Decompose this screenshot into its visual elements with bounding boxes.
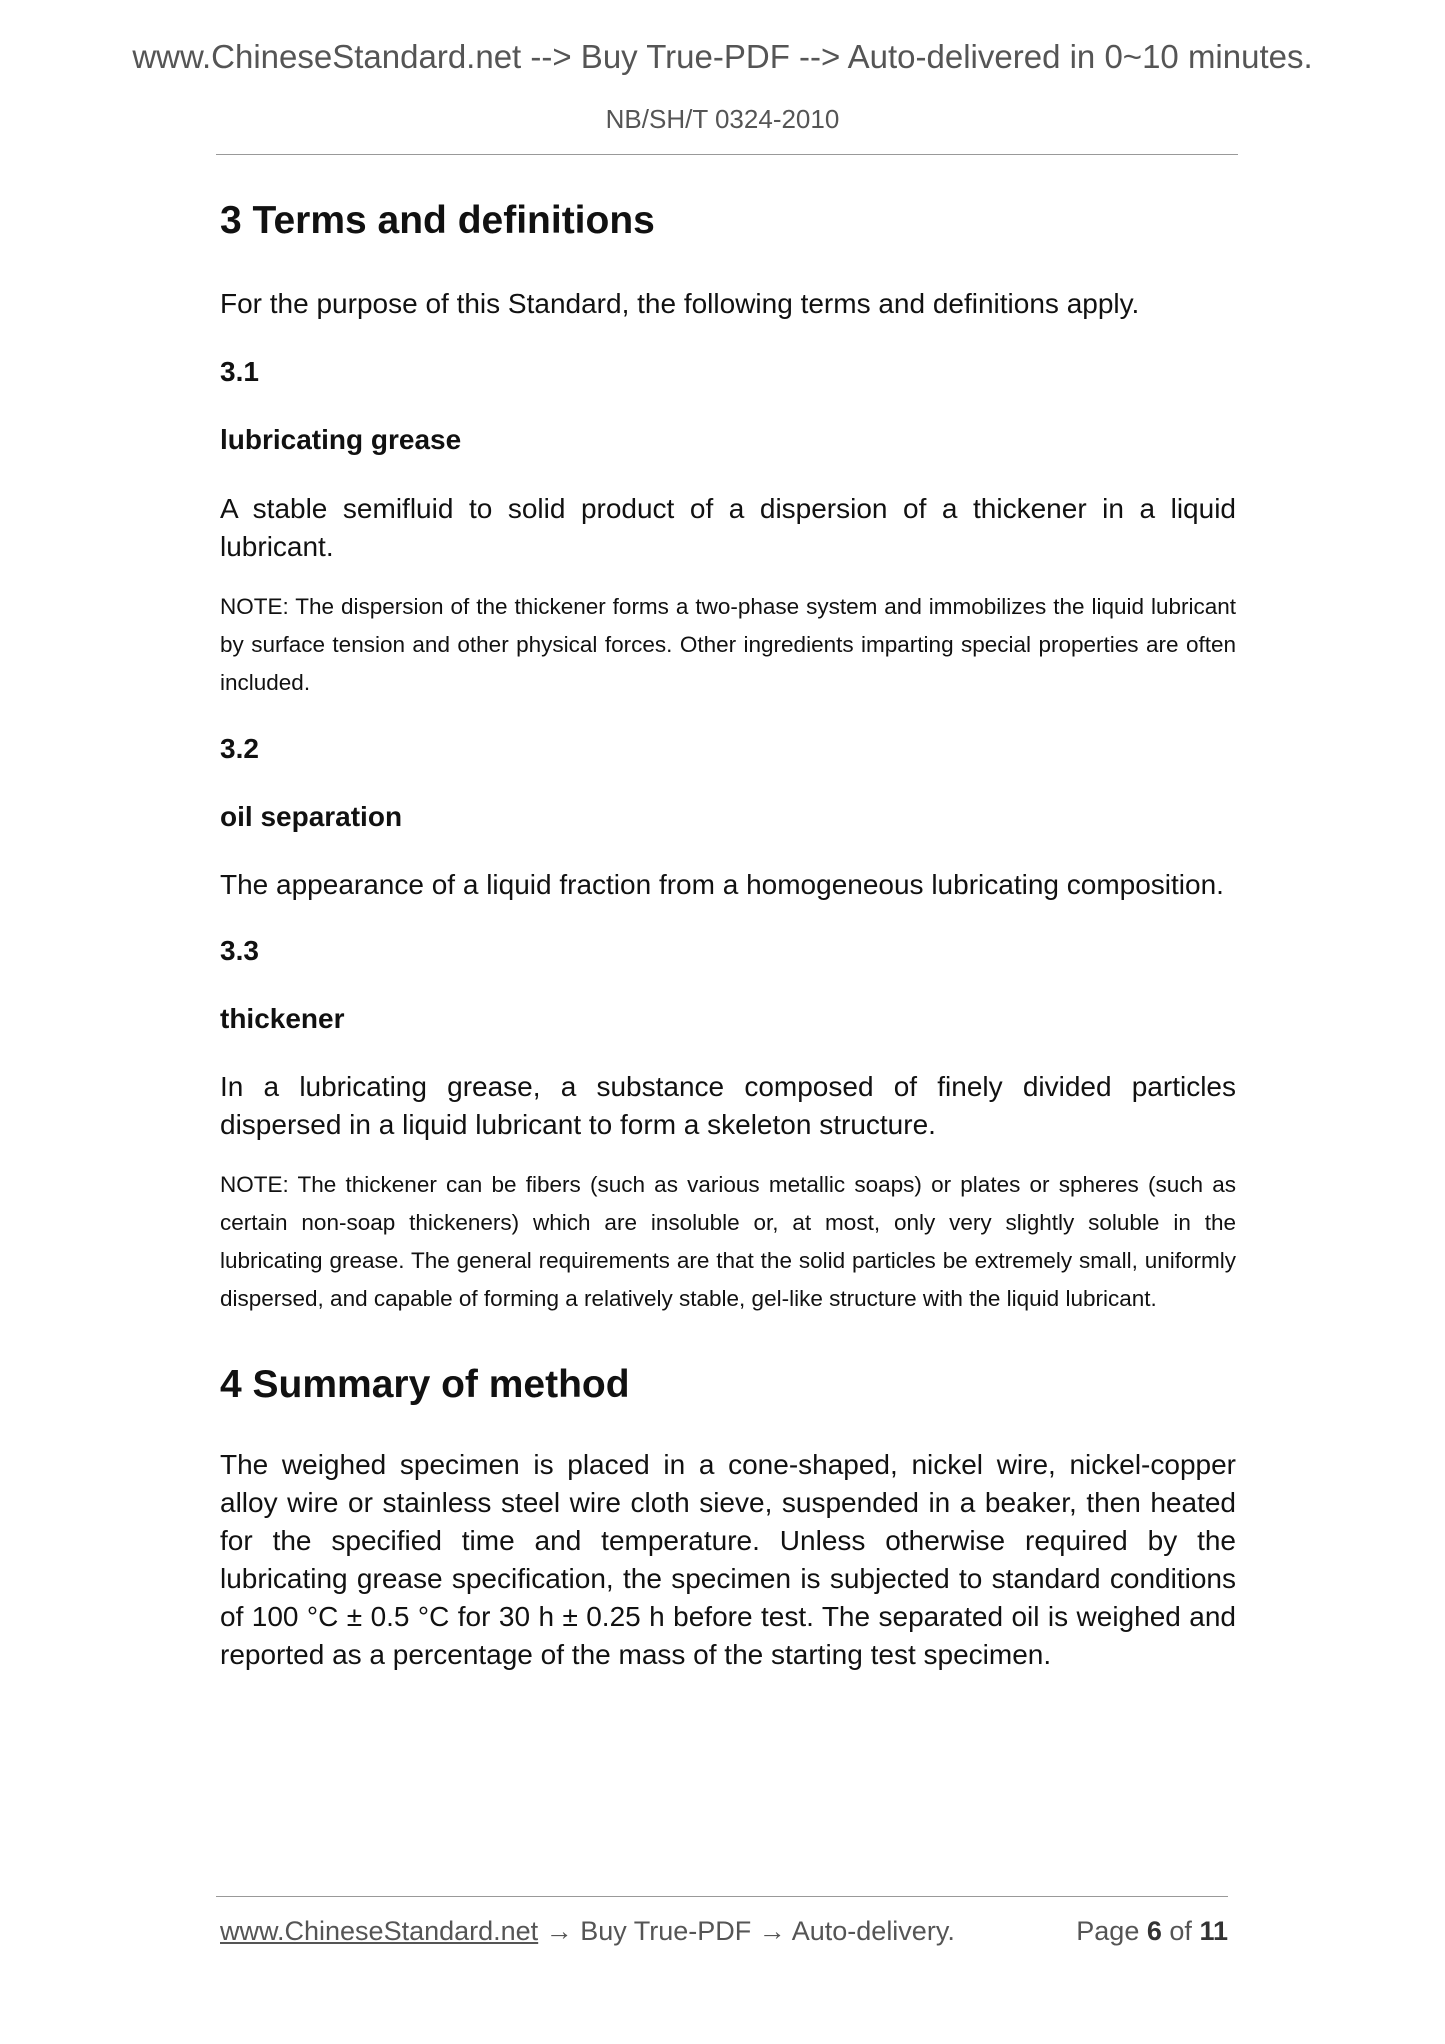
page-footer <box>220 1916 1228 1947</box>
term-number-3-2: 3.2 <box>220 732 259 764</box>
term-oil-separation: oil separation <box>220 800 403 832</box>
definition-oil-separation: The appearance of a liquid fraction from a homogeneous lubricating composition. <box>220 868 1224 900</box>
page-current: 6 <box>1146 1916 1162 1946</box>
footer-tagline: → Buy True-PDF → Auto-delivery. <box>538 1916 955 1946</box>
note-thickener: NOTE: The thickener can be fibers (such as various metallic soaps) or plates or spheres (such as certain non-soap thickeners) which are insoluble or, at most, only very slightly soluble in the lubricating grease. The general requirements are that the solid particles be extremely small, uniformly dispersed, and capable of forming a relatively stable, gel-like structure with the liquid lubricant. <box>220 1171 1236 1311</box>
term-thickener: thickener <box>220 1002 345 1034</box>
section-4-heading: 4 Summary of method <box>220 1362 630 1406</box>
page-content <box>220 196 1236 1674</box>
term-number-3-1: 3.1 <box>220 355 259 387</box>
section-4-body: The weighed specimen is placed in a cone-shaped, nickel wire, nickel-copper alloy wire or stainless steel wire cloth sieve, suspended in a beaker, then heated for the specified time and temperature. Unless otherwise required by the lubricating grease specification, the specimen is subjected to standard conditions of 100 °C ± 0.5 °C for 30 h ± 0.25 h before test. The separated oil is weighed and reported as a percentage of the mass of the starting test specimen. <box>220 1449 1236 1671</box>
top-banner: www.ChineseStandard.net --> Buy True-PDF --> Auto-delivered in 0~10 minutes. <box>132 38 1313 75</box>
term-lubricating-grease: lubricating grease <box>220 423 462 455</box>
section-3-intro: For the purpose of this Standard, the following terms and definitions apply. <box>220 287 1140 319</box>
page-label: Page <box>1076 1916 1140 1946</box>
page-total: 11 <box>1199 1916 1228 1946</box>
definition-thickener: In a lubricating grease, a substance composed of finely divided particles dispersed in a liquid lubricant to form a skeleton structure. <box>220 1070 1236 1140</box>
definition-lubricating-grease: A stable semifluid to solid product of a dispersion of a thickener in a liquid lubricant. <box>220 492 1236 562</box>
footer-divider <box>216 1896 1228 1897</box>
page-indicator <box>1076 1916 1228 1947</box>
note-lubricating-grease: NOTE: The dispersion of the thickener forms a two-phase system and immobilizes the liquid lubricant by surface tension and other physical forces. Other ingredients imparting special properties are often included. <box>220 593 1236 695</box>
term-number-3-3: 3.3 <box>220 934 259 966</box>
document-number: NB/SH/T 0324-2010 <box>605 104 840 134</box>
section-3-heading: 3 Terms and definitions <box>220 199 655 242</box>
page-of-label: of <box>1169 1916 1192 1946</box>
footer-link[interactable]: www.ChineseStandard.net <box>220 1916 539 1946</box>
header-divider <box>216 154 1238 155</box>
footer-left <box>220 1916 955 1947</box>
